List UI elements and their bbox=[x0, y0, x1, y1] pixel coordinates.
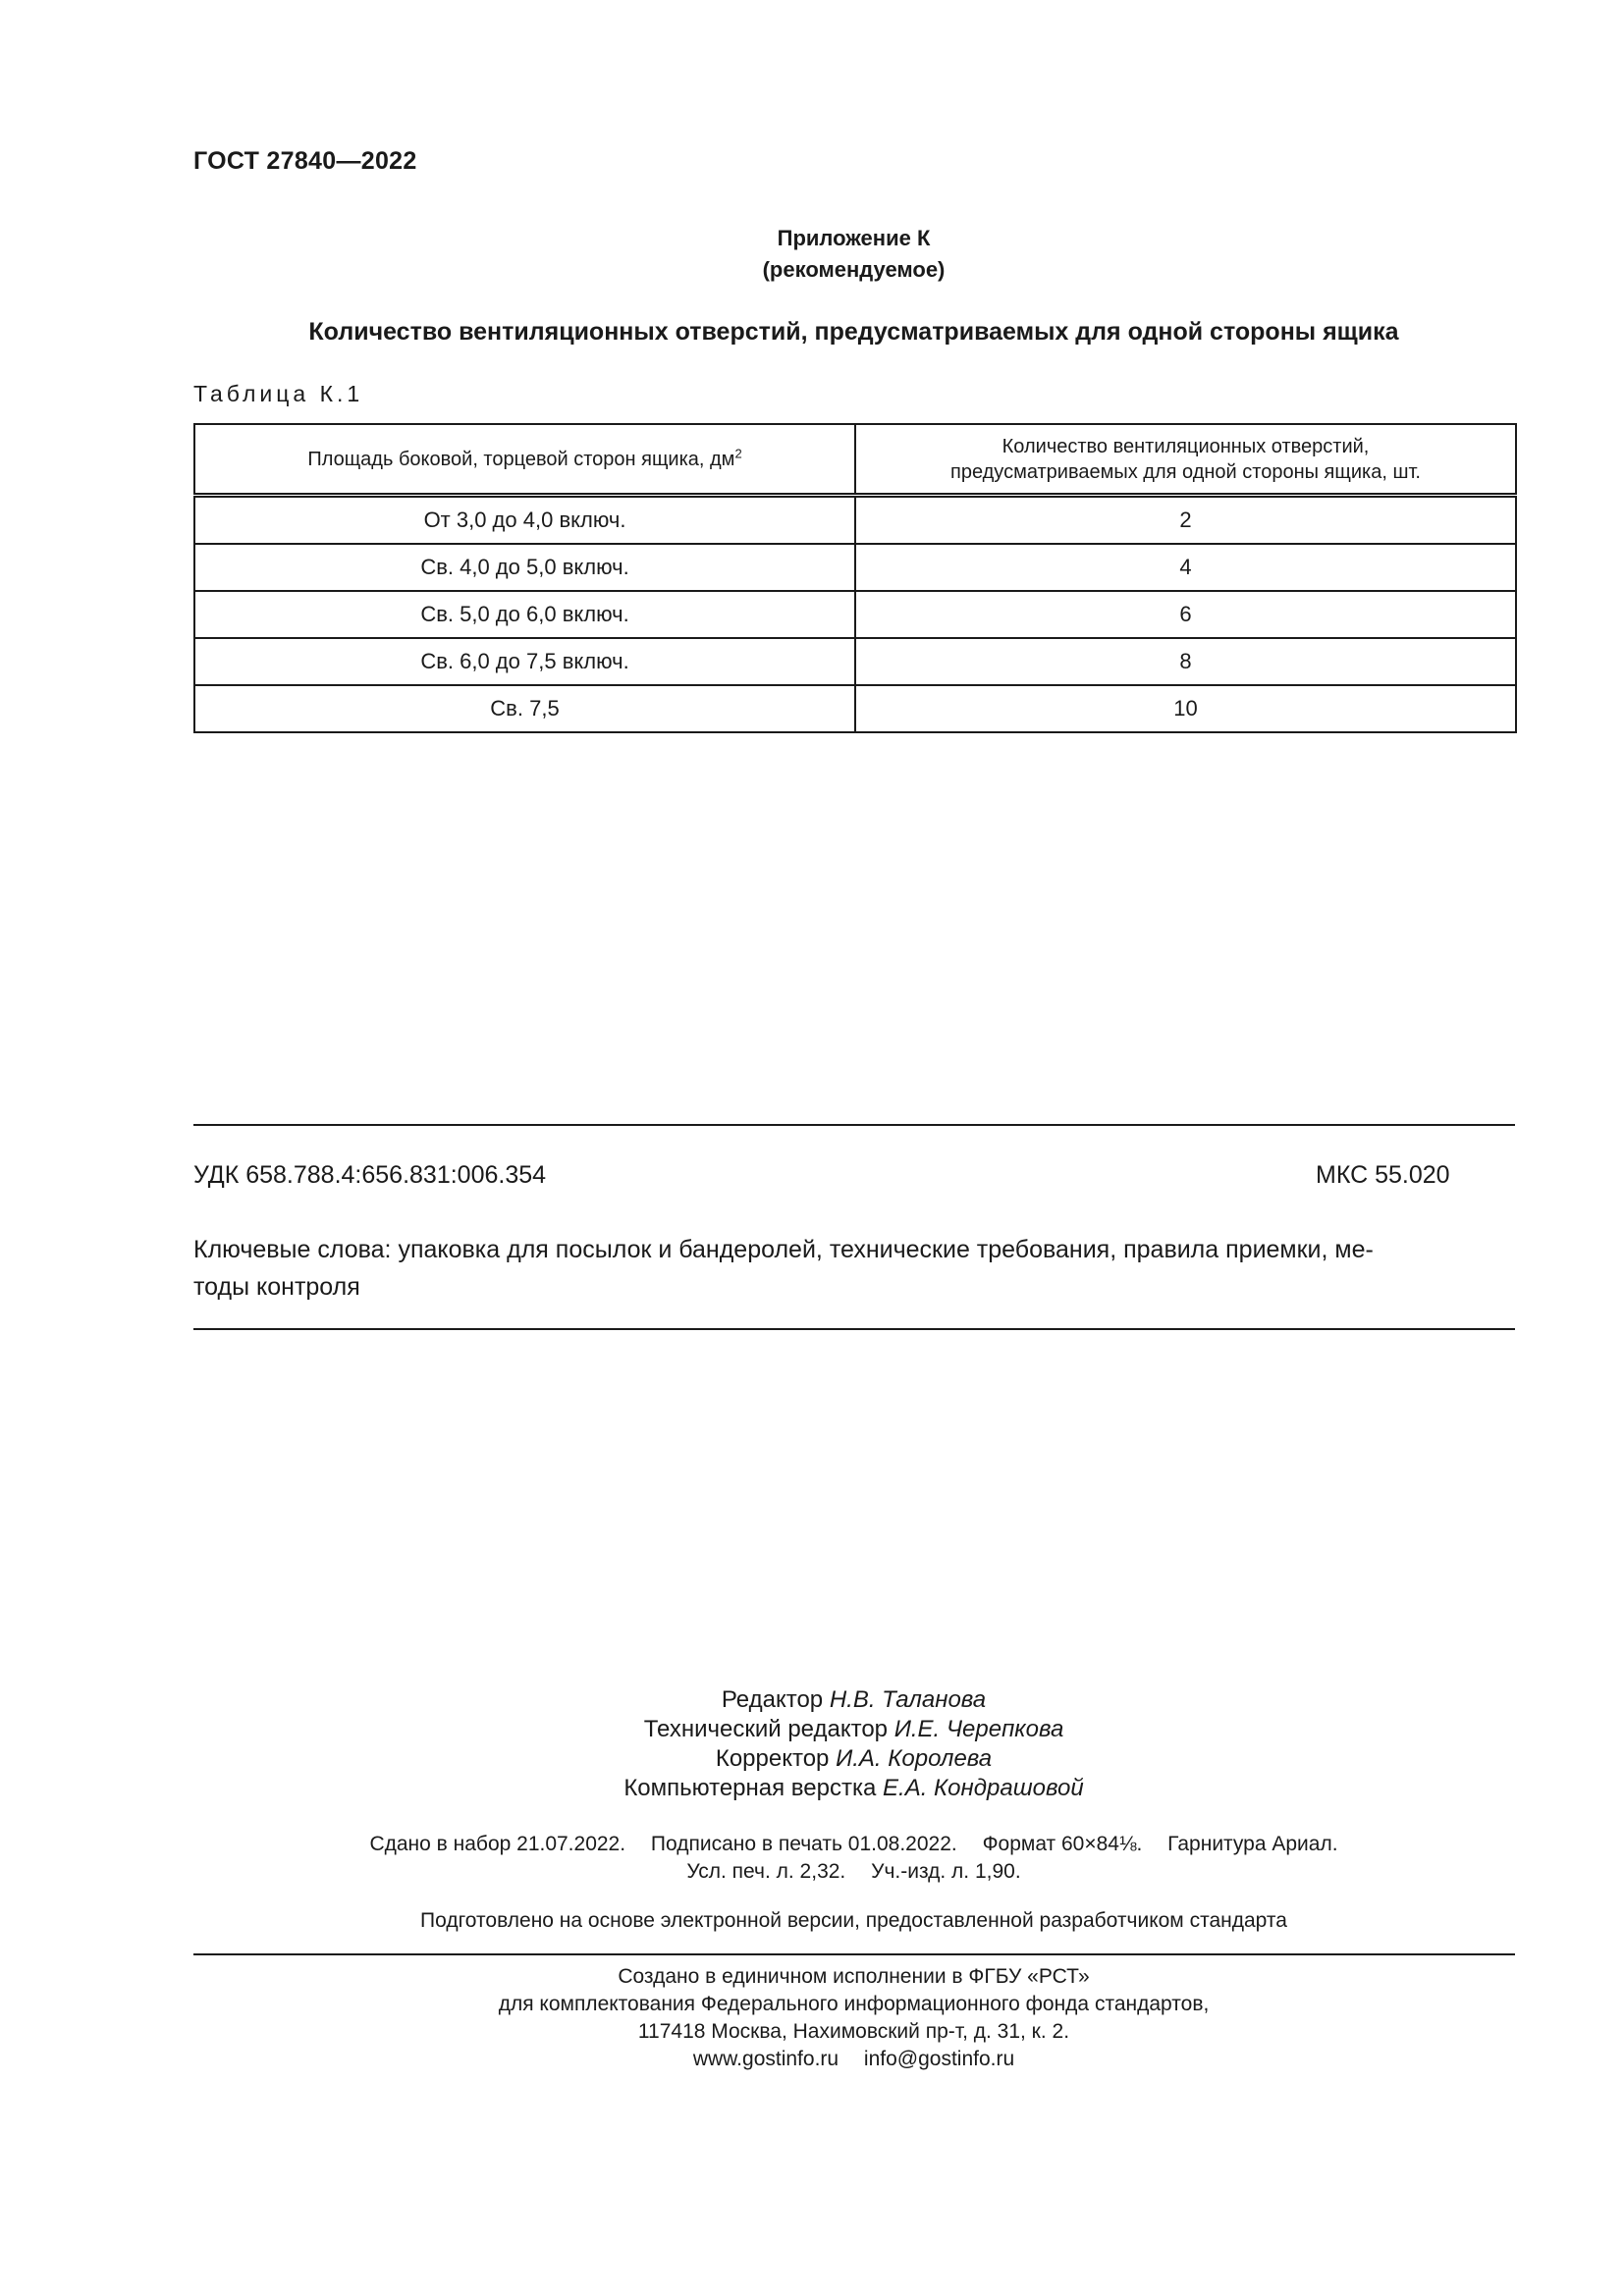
mks-code: МКС 55.020 bbox=[1316, 1161, 1450, 1189]
imprint-signed: Подписано в печать 01.08.2022. bbox=[650, 1833, 957, 1855]
count-cell: 8 bbox=[855, 638, 1516, 685]
count-cell: 10 bbox=[855, 685, 1516, 732]
staff-line-tech-editor bbox=[193, 1715, 1514, 1744]
staff-line-layout bbox=[193, 1774, 1514, 1803]
publisher-block bbox=[193, 1963, 1514, 2073]
publisher-address: 117418 Москва, Нахимовский пр-т, д. 31, к. 2. bbox=[637, 2020, 1070, 2043]
imprint-line1 bbox=[193, 1831, 1514, 1858]
annex-title: Приложение К bbox=[777, 226, 931, 250]
ventilation-holes-table bbox=[193, 423, 1517, 733]
unit-exponent: 2 bbox=[734, 445, 742, 460]
staff-line-proofreader bbox=[193, 1744, 1514, 1774]
column-header-count-line1: Количество вентиляционных отверстий, bbox=[1001, 435, 1370, 457]
table-row bbox=[194, 591, 1516, 638]
staff-role: Технический редактор bbox=[643, 1716, 894, 1742]
column-header-area-label: Площадь боковой, торцевой сторон ящика, дм bbox=[307, 448, 735, 470]
table-row bbox=[194, 685, 1516, 732]
website-link[interactable]: www.gostinfo.ru bbox=[692, 2048, 839, 2070]
area-cell: От 3,0 до 4,0 включ. bbox=[194, 496, 855, 545]
table-row bbox=[194, 638, 1516, 685]
table-row bbox=[194, 544, 1516, 591]
count-cell: 6 bbox=[855, 591, 1516, 638]
keywords-divider bbox=[193, 1328, 1515, 1330]
imprint-print-sheets: Усл. печ. л. 2,32. bbox=[686, 1860, 846, 1883]
area-cell: Св. 5,0 до 6,0 включ. bbox=[194, 591, 855, 638]
table-header-row bbox=[194, 424, 1516, 496]
column-header-count-line2: предусматриваемых для одной стороны ящика, шт. bbox=[950, 460, 1421, 483]
imprint-typeface: Гарнитура Ариал. bbox=[1167, 1833, 1338, 1855]
staff-line-editor bbox=[193, 1685, 1514, 1715]
email-link[interactable]: info@gostinfo.ru bbox=[863, 2048, 1015, 2070]
table-caption: Таблица К.1 bbox=[193, 381, 364, 406]
area-cell: Св. 4,0 до 5,0 включ. bbox=[194, 544, 855, 591]
imprint-submitted: Сдано в набор 21.07.2022. bbox=[369, 1833, 626, 1855]
prepared-note: Подготовлено на основе электронной версии, предоставленной разработчиком стандарта bbox=[420, 1909, 1287, 1932]
staff-role: Корректор bbox=[715, 1745, 837, 1772]
section-heading: Количество вентиляционных отверстий, предусматриваемых для одной стороны ящика bbox=[308, 318, 1399, 346]
publisher-line1: Создано в единичном исполнении в ФГБУ «РСТ» bbox=[618, 1965, 1090, 1988]
staff-name: И.Е. Черепкова bbox=[893, 1716, 1064, 1742]
column-header-area bbox=[194, 424, 855, 496]
keywords-line2: тоды контроля bbox=[193, 1273, 360, 1301]
column-header-count bbox=[855, 424, 1516, 496]
publisher-contacts bbox=[193, 2046, 1514, 2073]
keywords-block bbox=[193, 1231, 1515, 1306]
staff-name: Е.А. Кондрашовой bbox=[883, 1775, 1084, 1801]
keywords-line1: Ключевые слова: упаковка для посылок и бандеролей, технические требования, правила приемки, ме- bbox=[193, 1236, 1374, 1263]
count-cell: 4 bbox=[855, 544, 1516, 591]
publisher-line2: для комплектования Федерального информационного фонда стандартов, bbox=[498, 1993, 1210, 2015]
imprint-publ-sheets: Уч.-изд. л. 1,90. bbox=[871, 1860, 1021, 1883]
staff-role: Компьютерная верстка bbox=[623, 1775, 884, 1801]
bottom-divider bbox=[193, 1953, 1515, 1955]
imprint-line2 bbox=[193, 1858, 1514, 1886]
top-divider bbox=[193, 1124, 1515, 1126]
annex-status: (рекомендуемое) bbox=[762, 257, 946, 282]
area-cell: Св. 6,0 до 7,5 включ. bbox=[194, 638, 855, 685]
imprint-block bbox=[193, 1831, 1514, 1886]
document-code: ГОСТ 27840—2022 bbox=[193, 147, 417, 175]
staff-name: Н.В. Таланова bbox=[829, 1686, 987, 1713]
udc-code: УДК 658.788.4:656.831:006.354 bbox=[193, 1161, 547, 1189]
table-row bbox=[194, 496, 1516, 545]
count-cell: 2 bbox=[855, 496, 1516, 545]
staff-credits bbox=[193, 1685, 1514, 1803]
area-cell: Св. 7,5 bbox=[194, 685, 855, 732]
staff-role: Редактор bbox=[721, 1686, 830, 1713]
imprint-format: Формат 60×84⅛. bbox=[982, 1833, 1143, 1855]
staff-name: И.А. Королева bbox=[836, 1745, 993, 1772]
